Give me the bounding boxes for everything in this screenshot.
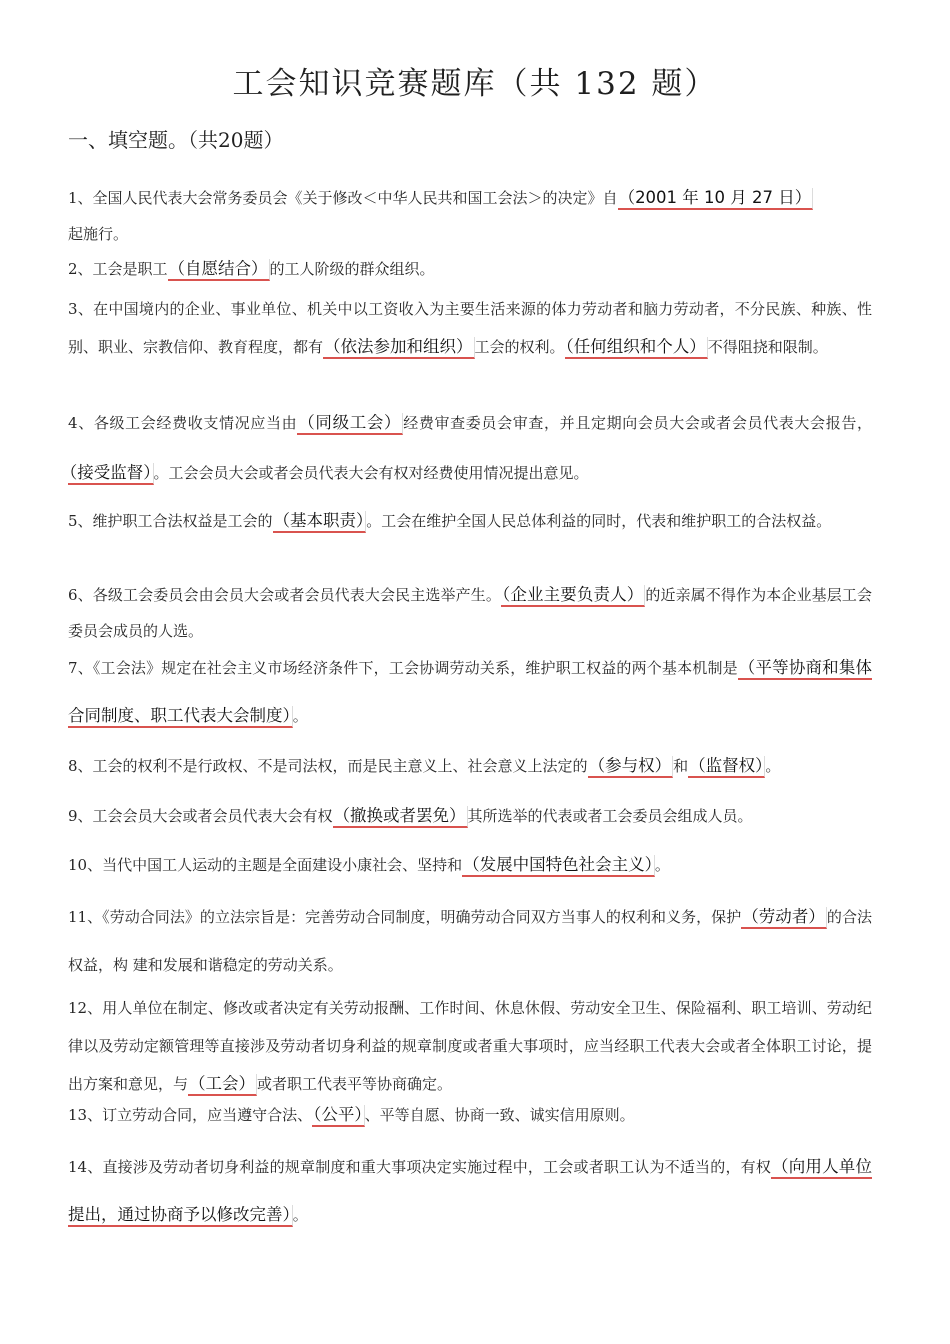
- question-text: 。: [765, 757, 781, 775]
- answer-blank: （工会）: [188, 1074, 257, 1096]
- question-8: [68, 748, 872, 784]
- question-text: 起施行。: [68, 225, 129, 243]
- question-text: 9、工会会员大会或者会员代表大会有权: [68, 807, 333, 825]
- question-text: 13、订立劳动合同，应当遵守合法、: [68, 1106, 313, 1124]
- question-10: [68, 847, 872, 883]
- answer-blank: （2001 年 10 月 27 日）: [618, 188, 814, 210]
- question-text: 。工会会员大会或者会员代表大会有权对经费使用情况提出意见。: [153, 464, 589, 482]
- question-text: 1、全国人民代表大会常务委员会《关于修改＜中华人民共和国工会法＞的决定》自: [68, 189, 618, 207]
- question-text: 的工人阶级的群众组织。: [269, 260, 435, 278]
- question-text: 的合法权益，构 建和发展和谐稳定的劳动关系。: [68, 908, 872, 974]
- answer-blank: （参与权）: [588, 756, 674, 778]
- question-text: 3、在中国境内的企业、事业单位、机关中以工资收入为主要生活来源的体力劳动者和脑力劳动者，不分民族、种族、性别、职业、宗教信仰、教育程度，都有: [68, 300, 872, 356]
- question-text: 11、《劳动合同法》的立法宗旨是：完善劳动合同制度，明确劳动合同双方当事人的权利和义务，保护: [68, 908, 742, 926]
- question-text: 不得阻挠和限制。: [707, 338, 828, 356]
- answer-blank: （向用人单位提出，通过协商予以修改完善）: [68, 1157, 872, 1227]
- question-text: 。工会在维护全国人民总体利益的同时，代表和维护职工的合法权益。: [366, 512, 832, 530]
- question-text: 8、工会的权利不是行政权、不是司法权，而是民主意义上、社会意义上法定的: [68, 757, 588, 775]
- question-12: [68, 989, 872, 1103]
- answer-blank: （接受监督）: [68, 463, 154, 485]
- question-text: 12、用人单位在制定、修改或者决定有关劳动报酬、工作时间、休息休假、劳动安全卫生、保险福利、职工培训、劳动纪律以及劳动定额管理等直接涉及劳动者切身利益的规章制度或者重大事项时，应当经职工代表大会或者全体职工讨论，提出方案和意见，与: [68, 999, 872, 1093]
- question-text: 7、《工会法》规定在社会主义市场经济条件下，工会协调劳动关系，维护职工权益的两个基本机制是: [68, 659, 738, 677]
- question-text: 。: [292, 1206, 308, 1224]
- question-13: [68, 1097, 872, 1133]
- question-text: 经费审查委员会审查，并且定期向会员大会或者会员代表大会报告，: [403, 414, 873, 432]
- question-6: [68, 577, 872, 649]
- question-5: [68, 503, 872, 539]
- answer-blank: （自愿结合）: [168, 259, 270, 281]
- section-heading: 一、填空题。（共20题）: [68, 128, 284, 152]
- question-text: 6、各级工会委员会由会员大会或者会员代表大会民主选举产生。: [68, 586, 501, 604]
- page-title: 工会知识竞赛题库（共 132 题）: [232, 66, 718, 102]
- question-text: 。: [292, 707, 308, 725]
- question-3: [68, 290, 872, 366]
- question-1: [68, 180, 872, 252]
- question-text: 或者职工代表平等协商确定。: [257, 1075, 453, 1093]
- question-14: [68, 1143, 872, 1239]
- question-2: [68, 253, 872, 285]
- answer-blank: （依法参加和组织）: [323, 337, 475, 359]
- question-text: 2、工会是职工: [68, 260, 168, 278]
- question-text: 4、各级工会经费收支情况应当由: [68, 414, 298, 432]
- question-11: [68, 893, 872, 989]
- question-text: 工会的权利。: [474, 338, 565, 356]
- question-9: [68, 798, 872, 834]
- answer-blank: （公平）: [312, 1105, 365, 1127]
- question-text: 5、维护职工合法权益是工会的: [68, 512, 273, 530]
- answer-blank: （任何组织和个人）: [565, 337, 708, 359]
- question-7: [68, 644, 872, 740]
- question-text: 、平等自愿、协商一致、诚实信用原则。: [364, 1106, 635, 1124]
- question-text: 14、直接涉及劳动者切身利益的规章制度和重大事项决定实施过程中，工会或者职工认为不适当的，有权: [68, 1158, 772, 1176]
- answer-blank: （发展中国特色社会主义）: [462, 855, 655, 877]
- answer-blank: （企业主要负责人）: [501, 585, 645, 607]
- question-4: [68, 398, 872, 498]
- answer-blank: （平等协商和集体合同制度、职工代表大会制度）: [68, 658, 872, 728]
- question-text: 和: [673, 757, 689, 775]
- question-text: 10、当代中国工人运动的主题是全面建设小康社会、坚持和: [68, 856, 463, 874]
- answer-blank: （劳动者）: [741, 907, 827, 929]
- question-text: 其所选举的代表或者工会委员会组成人员。: [467, 807, 753, 825]
- answer-blank: （基本职责）: [273, 511, 367, 533]
- question-text: 的近亲属不得作为本企业基层工会委员会成员的人选。: [68, 586, 872, 640]
- answer-blank: （监督权）: [688, 756, 765, 778]
- answer-blank: （同级工会）: [297, 413, 403, 435]
- answer-blank: （撤换或者罢免）: [333, 806, 468, 828]
- question-text: 。: [654, 856, 670, 874]
